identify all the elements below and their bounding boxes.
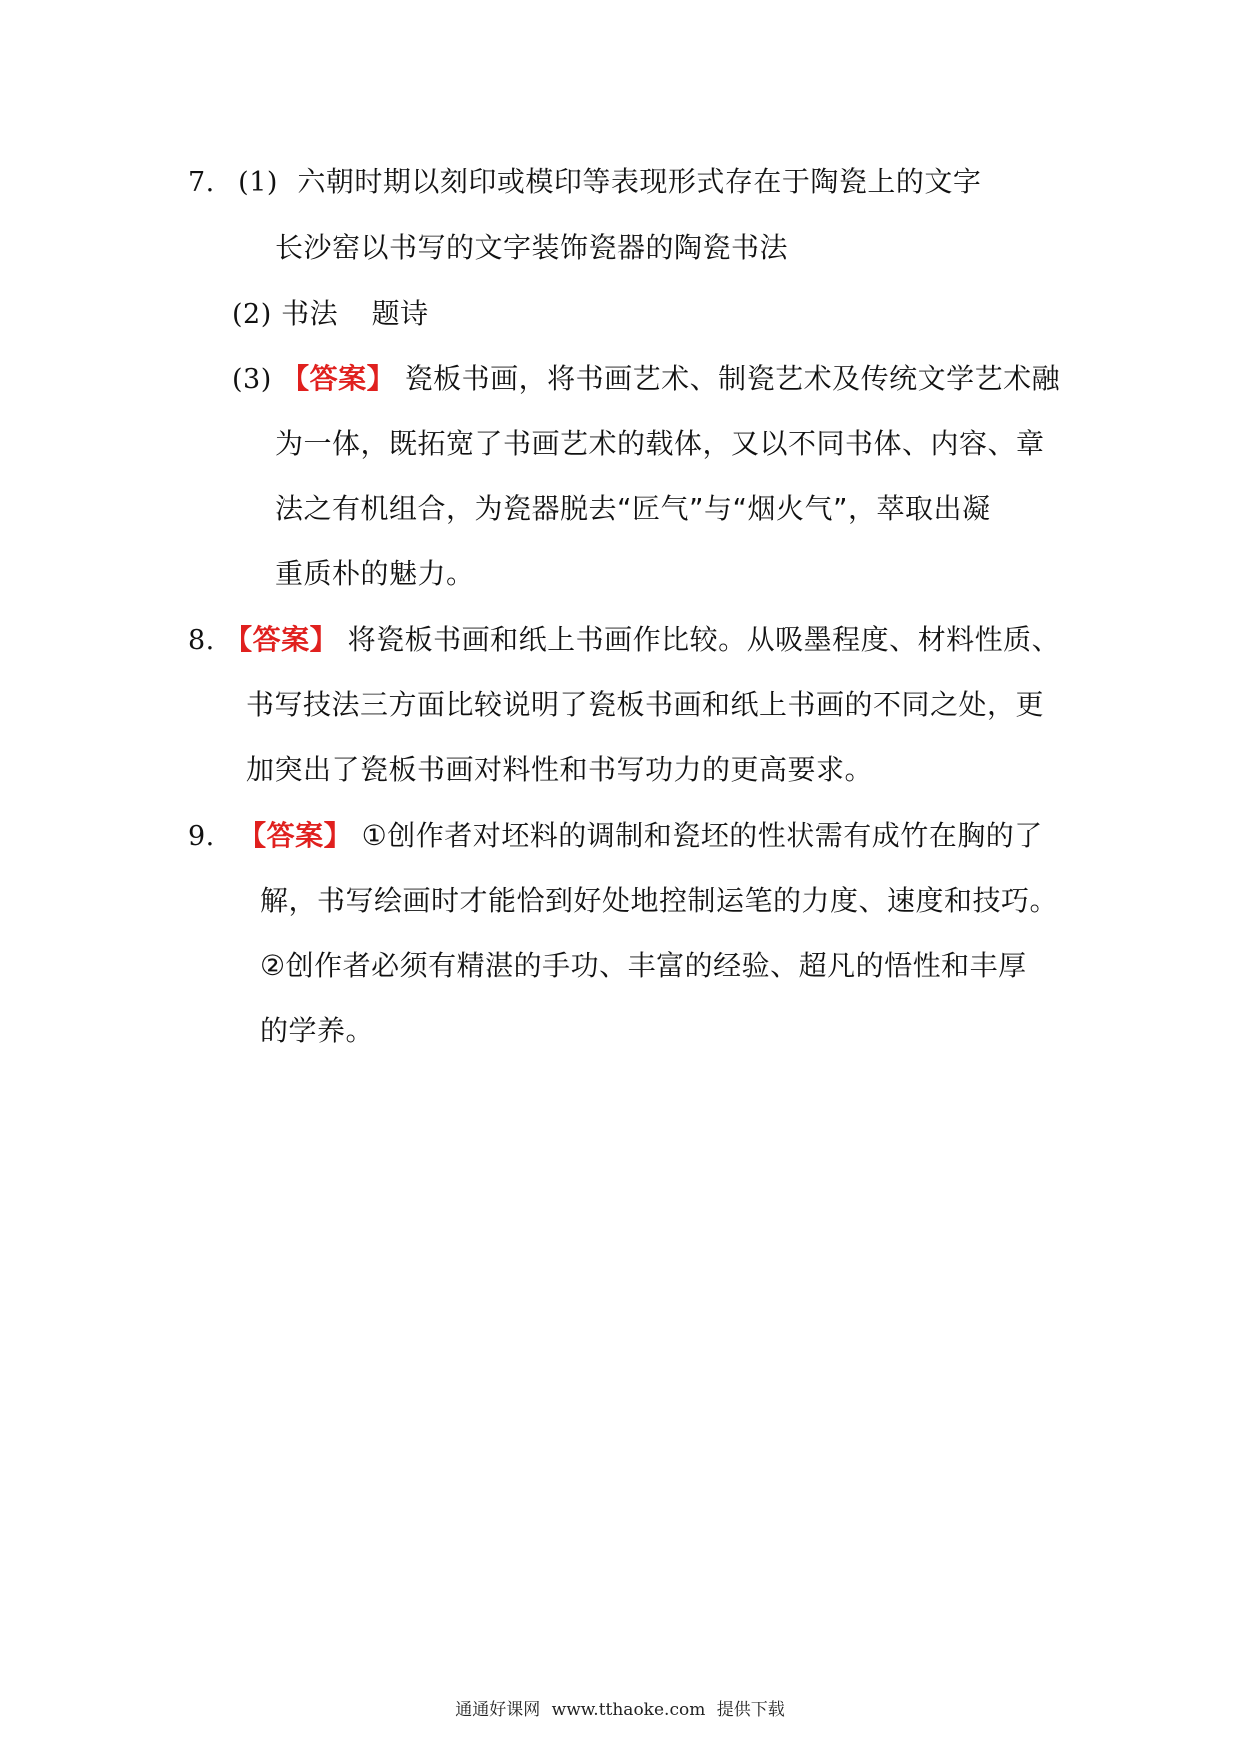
q8-line-3 — [246, 750, 873, 790]
q7-answer-tag: 【答案】 — [281, 362, 396, 395]
q8-number: 8. — [188, 625, 215, 656]
q7-line-3 — [232, 294, 429, 335]
q7-line-5 — [275, 424, 1045, 464]
q7-part3-text-1: 瓷板书画，将书画艺术、制瓷艺术及传统文学艺术融 — [404, 362, 1061, 395]
q9-answer-tag: 【答案】 — [238, 819, 353, 852]
q7-part1-text-1: 六朝时期以刻印或模印等表现形式存在于陶瓷上的文字 — [297, 165, 982, 198]
footer-note: 提供下载 — [716, 1700, 785, 1720]
q7-part1-label: (1) — [238, 167, 278, 198]
q7-part3-text-3: 法之有机组合，为瓷器脱去“匠气”与“烟火气”，萃取出凝 — [275, 492, 991, 525]
q7-line-7 — [275, 554, 475, 594]
q9-text-1: ①创作者对坯料的调制和瓷坯的性状需有成竹在胸的了 — [361, 819, 1043, 852]
q9-text-3: ②创作者必须有精湛的手功、丰富的经验、超凡的悟性和丰厚 — [260, 949, 1027, 982]
q7-number: 7. — [188, 167, 215, 198]
q8-answer-tag: 【答案】 — [224, 623, 339, 656]
q9-text-4: 的学养。 — [260, 1014, 375, 1047]
q8-text-2: 书写技法三方面比较说明了瓷板书画和纸上书画的不同之处，更 — [246, 688, 1045, 721]
q7-line-6 — [275, 489, 991, 529]
q8-line-2 — [246, 685, 1044, 725]
q7-part2-label: (2) — [232, 299, 272, 330]
q7-part2-answer-b: 题诗 — [371, 297, 429, 330]
footer-site-name: 通通好课网 — [455, 1700, 541, 1720]
q9-text-2: 解，书写绘画时才能恰到好处地控制运笔的力度、速度和技巧。 — [260, 884, 1059, 917]
q7-part3-text-2: 为一体，既拓宽了书画艺术的载体，又以不同书体、内容、章 — [275, 427, 1045, 460]
q7-line-2 — [275, 228, 788, 268]
q7-part2-answer-a: 书法 — [281, 297, 339, 330]
q9-number: 9. — [188, 821, 215, 852]
q7-part3-label: (3) — [232, 364, 272, 395]
q8-text-1: 将瓷板书画和纸上书画作比较。从吸墨程度、材料性质、 — [347, 623, 1061, 656]
q7-line-4 — [232, 359, 1060, 400]
page-footer — [0, 1698, 1240, 1722]
q8-text-3: 加突出了瓷板书画对料性和书写功力的更高要求。 — [246, 753, 874, 786]
q9-line-1 — [188, 816, 1043, 857]
q9-line-3 — [260, 946, 1027, 986]
q7-part1-text-2: 长沙窑以书写的文字装饰瓷器的陶瓷书法 — [275, 231, 789, 264]
q7-part3-text-4: 重质朴的魅力。 — [275, 557, 475, 590]
q9-line-4 — [260, 1011, 374, 1051]
q7-line-1 — [188, 162, 981, 203]
q8-line-1 — [188, 620, 1060, 661]
q9-line-2 — [260, 881, 1058, 921]
footer-url[interactable]: www.tthaoke.com — [551, 1700, 706, 1720]
